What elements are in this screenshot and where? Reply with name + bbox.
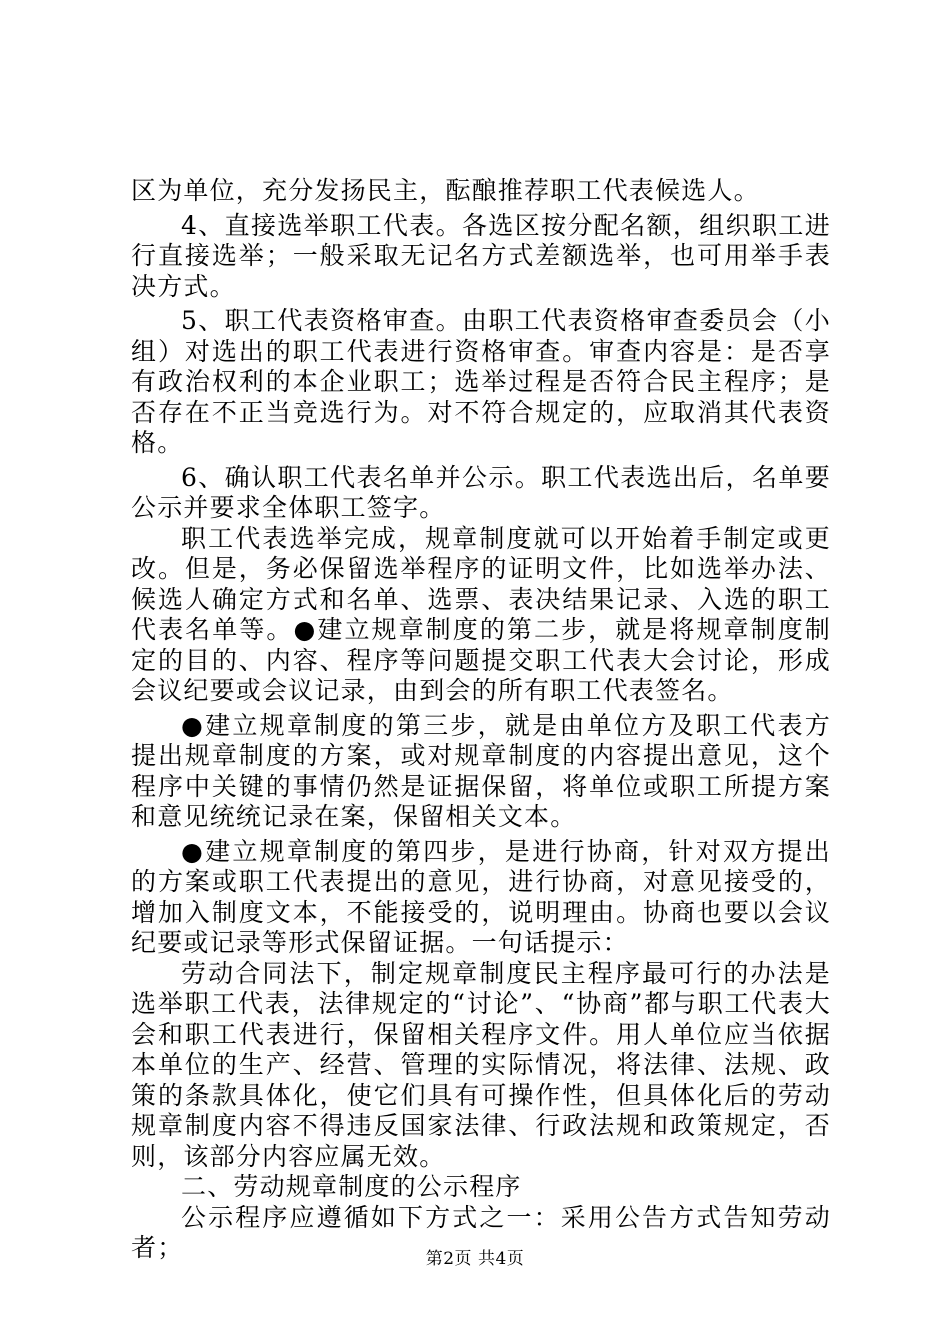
page-footer: 第2页 共4页: [425, 1249, 525, 1269]
paragraph-8: 劳动合同法下，制定规章制度民主程序最可行的办法是选举职工代表，法律规定的“讨论”、“协商”都与职工代表大会和职工代表进行，保留相关程序文件。用人单位应当依据本单位的生产、经营、管理的实际情况，将法律、法规、政策的条款具体化，使它们具有可操作性，但具体化后的劳动规章制度内容不得违反国家法律、行政法规和政策规定，否则，该部分内容应属无效。: [131, 958, 831, 1171]
paragraph-2: 4、直接选举职工代表。各选区按分配名额，组织职工进行直接选举；一般采取无记名方式差额选举，也可用举手表决方式。: [131, 210, 831, 301]
paragraph-1: 区为单位，充分发扬民主，酝酿推荐职工代表候选人。: [131, 176, 760, 205]
paragraph-6: ●建立规章制度的第三步，就是由单位方及职工代表方提出规章制度的方案，或对规章制度的内容提出意见，这个程序中关键的事情仍然是证据保留，将单位或职工所提方案和意见统统记录在案，保留相关文本。: [131, 710, 831, 831]
document-body: [131, 176, 831, 1264]
paragraph-3: 5、职工代表资格审查。由职工代表资格审查委员会（小组）对选出的职工代表进行资格审查。审查内容是：是否享有政治权利的本企业职工；选举过程是否符合民主程序；是否存在不正当竞选行为。对不符合规定的，应取消其代表资格。: [131, 306, 831, 457]
paragraph-5: 职工代表选举完成，规章制度就可以开始着手制定或更改。但是，务必保留选举程序的证明文件，比如选举办法、候选人确定方式和名单、选票、表决结果记录、入选的职工代表名单等。●建立规章制度的第二步，就是将规章制度制定的目的、内容、程序等问题提交职工代表大会讨论，形成会议纪要或会议记录，由到会的所有职工代表签名。: [131, 523, 831, 705]
section-heading: 二、劳动规章制度的公示程序: [181, 1172, 522, 1201]
paragraph-9: 公示程序应遵循如下方式之一：采用公告方式告知劳动者；: [131, 1202, 831, 1262]
paragraph-7: ●建立规章制度的第四步，是进行协商，针对双方提出的方案或职工代表提出的意见，进行协商，对意见接受的，增加入制度文本，不能接受的，说明理由。协商也要以会议纪要或记录等形式保留证据。一句话提示：: [131, 836, 831, 957]
paragraph-4: 6、确认职工代表名单并公示。职工代表选出后，名单要公示并要求全体职工签字。: [131, 462, 831, 522]
